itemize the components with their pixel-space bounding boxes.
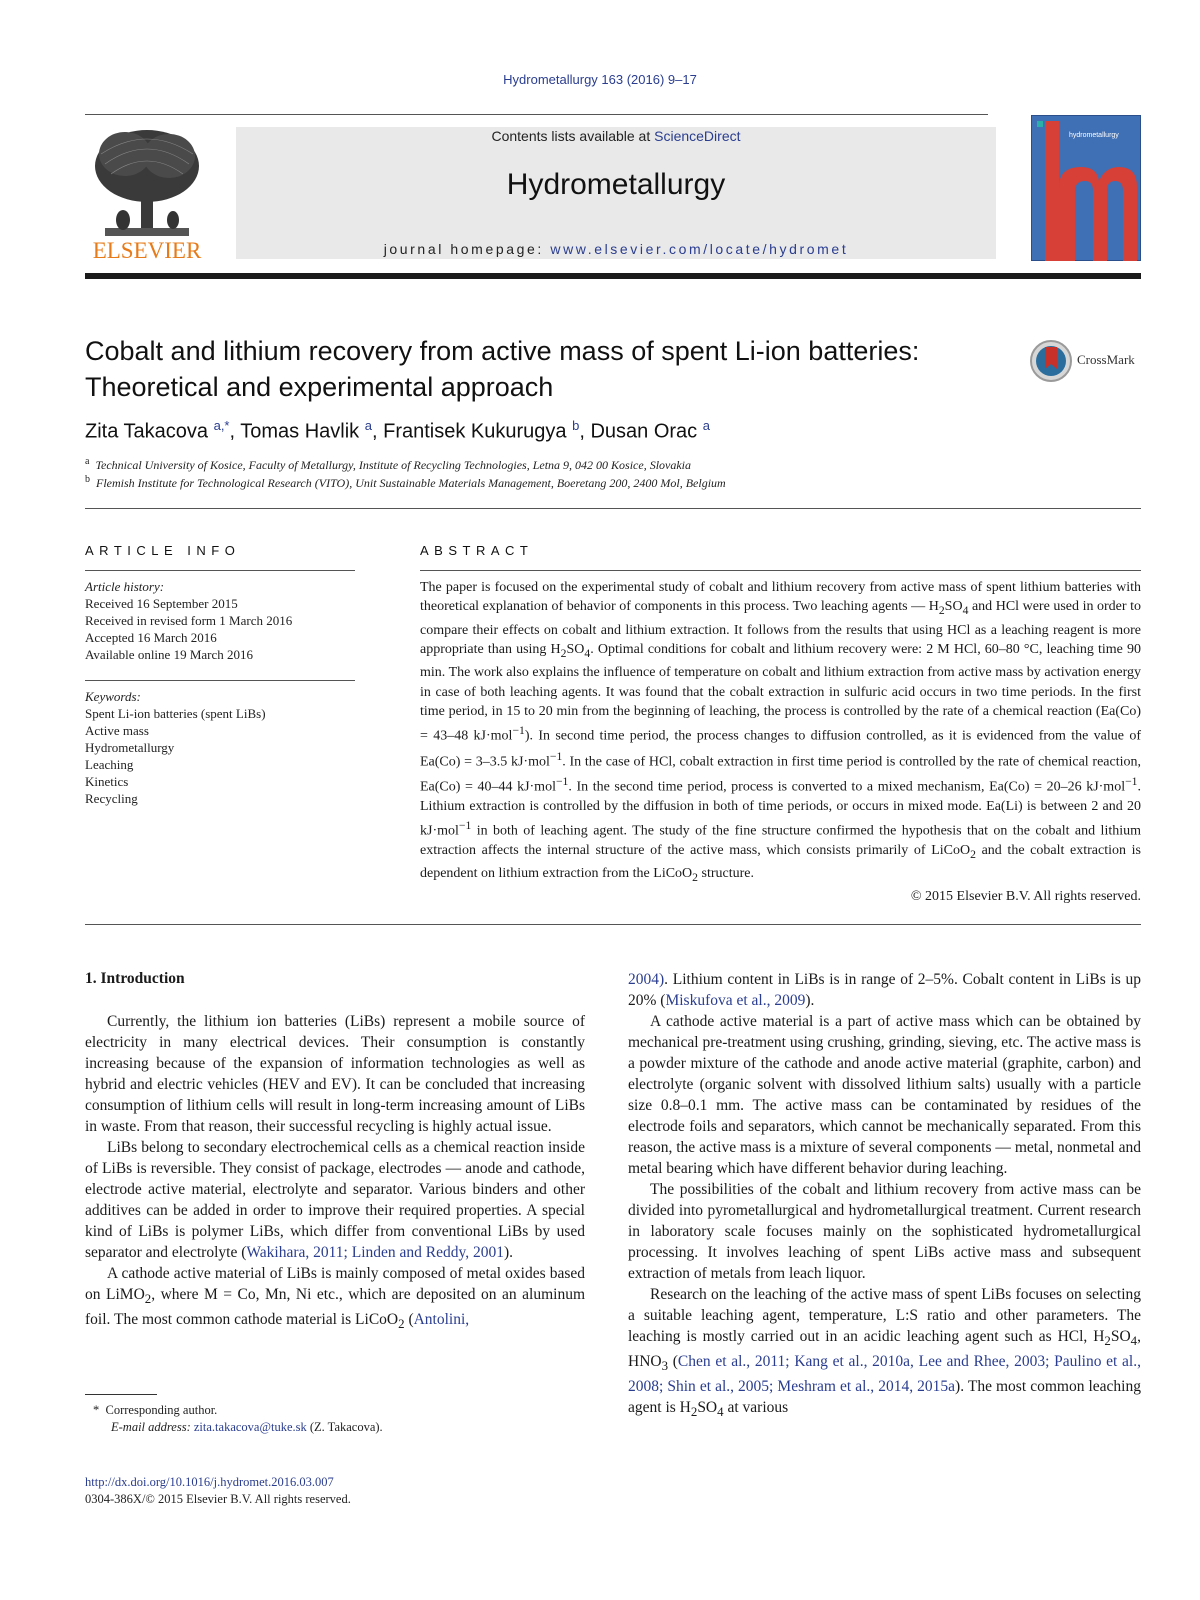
history-item: Available online 19 March 2016 <box>85 647 253 662</box>
crossmark-badge[interactable]: CrossMark <box>1030 339 1142 383</box>
journal-name: Hydrometallurgy <box>506 168 726 201</box>
paragraph: Research on the leaching of the active mass of spent LiBs focuses on selecting a suitable leaching agent, temperature, L:S ratio and other parameters. The leaching is mostly carried out in an acidic leaching agent such as HCl, $H_2SO_4$, $HNO_3$ (Chen et al., 2011; Kang et al., 2010a, Lee and Rhee, 2003; Paulino et al., 2008; Shin et al., 2005; Meshram et al., 2014, 2015a). The most common leaching agent is $H_2SO_4$ at various <box>628 1286 1141 1420</box>
paragraph: A cathode active material is a part of active mass which can be obtained by mechanical pre-treatment using crushing, grinding, sieving, etc. The active mass is a powder mixture of the cathode and anode active material (graphite, carbon) and electrolyte (organic solvent with dissolved lithium salts) usually with a particle size 0.8–0.1 mm. The active mass can be contaminated by residues of the electrode foils and separators, which cannot be mechanically separated. From this reason, the active mass is a mixture of several components — metal, nonmetal and metal bearing which have different behavior during leaching. <box>628 1013 1141 1177</box>
issn-line: 0304-386X/© 2015 Elsevier B.V. All rights reserved. <box>85 1492 351 1506</box>
body-left-column <box>85 1011 585 1334</box>
paragraph: The possibilities of the cobalt and lithium recovery from active mass can be divided into pyrometallurgical and hydrometallurgical treatment. Current research in laboratory scale focuses mainly on the sophisticated hydrometallurgical processing. It involves leaching of spent LiBs active mass and subsequent extraction of metals from leach liquor. <box>628 1181 1141 1282</box>
affiliation-a: $^a$ Technical University of Kosice, Faculty of Metallurgy, Institute of Recycling Technologies, Letna 9, 042 00 Kosice, Slovakia <box>85 456 692 472</box>
citation-link[interactable]: Miskufova et al., 2009 <box>665 992 806 1009</box>
history-item: Received 16 September 2015 <box>85 596 238 611</box>
body-right-column <box>628 969 1141 1422</box>
elsevier-wordmark: ELSEVIER <box>92 238 202 263</box>
paragraph: Currently, the lithium ion batteries (LiBs) represent a mobile source of electricity in many electrical devices. Their consumption is constantly increasing because of the expansion of information technologies as well as hybrid and electric vehicles (HEV and EV). It can be concluded that increasing consumption of lithium cells will result in long-term increasing amount of LiBs in waste. From that reason, their successful recycling is highly actual issue. <box>85 1013 585 1135</box>
keywords-rule <box>85 680 355 681</box>
keyword: Leaching <box>85 757 134 772</box>
article-title: Cobalt and lithium recovery from active mass of spent Li-ion batteries: Theoretical and experimental approach <box>85 336 920 402</box>
doi-block <box>85 1474 351 1508</box>
homepage-link[interactable]: www.elsevier.com/locate/hydromet <box>550 241 849 257</box>
author-name: Zita Takacova <box>85 420 209 443</box>
paragraph: A cathode active material of LiBs is mainly composed of metal oxides based on LiMO$_2$, where M = Co, Mn, Ni etc., which are deposited on an aluminum foil. The most common cathode material is LiCoO$_2$ (Antolini, <box>85 1265 586 1332</box>
author-affil-link[interactable]: a <box>364 418 372 433</box>
keyword: Active mass <box>85 723 149 738</box>
doi-link[interactable]: http://dx.doi.org/10.1016/j.hydromet.2016.03.007 <box>85 1475 334 1489</box>
footnote-mark: * <box>93 1403 100 1417</box>
article-info-heading: ARTICLE INFO <box>85 543 241 558</box>
keyword: Hydrometallurgy <box>85 740 175 755</box>
author-affil-link[interactable]: b <box>572 418 580 433</box>
corresponding-author-footnote: * Corresponding author. E-mail address: zita.takacova@tuke.sk (Z. Takacova). <box>93 1403 383 1434</box>
author-name: Frantisek Kukurugya <box>383 420 567 443</box>
history-item: Received in revised form 1 March 2016 <box>85 613 293 628</box>
citation-link[interactable]: Chen et al., 2011; Kang et al., 2010a, Lee and Rhee, 2003; Paulino et al., 2008; Shin et al., 2005; Meshram et al., 2014, 2015a <box>628 1353 1141 1396</box>
email-link[interactable]: zita.takacova@tuke.sk <box>193 1420 307 1434</box>
keywords-list: Keywords: Spent Li-ion batteries (spent LiBs) Active mass Hydrometallurgy Leaching Kinetics Recycling <box>85 688 355 807</box>
abstract-copyright: © 2015 Elsevier B.V. All rights reserved. <box>910 889 1141 904</box>
journal-cover-image[interactable] <box>1031 115 1141 261</box>
paragraph: LiBs belong to secondary electrochemical cells as a chemical reaction inside of LiBs is reversible. They consist of package, electrodes — anode and cathode, electrode active material, electrolyte and separator. Various binders and other additives can be added in order to improve their required properties. A special kind of LiBs is polymer LiBs, which differ from conventional LiBs by used separator and electrolyte (Wakihara, 2011; Linden and Reddy, 2001). <box>85 1139 585 1261</box>
header-rule <box>85 114 988 115</box>
abstract-heading: ABSTRACT <box>420 543 534 558</box>
author-name: Dusan Orac <box>590 420 698 443</box>
abstract-text: The paper is focused on the experimental study of cobalt and lithium recovery from active mass of spent lithium batteries with theoretical explanation of behavior of components in this process. Two leaching agents — $H_2SO_4$ and HCl were used in order to compare their effects on cobalt and lithium extraction. It follows from the results that using HCl as a leaching reagent is more appropriate than using $H_2SO_4$. Optimal conditions for cobalt and lithium recovery were: 2 M HCl, 60–80 °C, leaching time 90 min. The work also explains the influence of temperature on cobalt and lithium extraction from active mass by activation energy in case of both leaching agents. It was found that the cobalt extraction in sulfuric acid occurs in two time periods. In the first time period, in 15 to 20 min from the beginning of leaching, the process is controlled by the rate of a chemical reaction (Ea(Co) = 43–48 kJ·mol$^{-1}$). In second time period, the process changes to diffusion controlled, as it is evidenced from the value of Ea(Co) = 3–3.5 kJ·mol$^{-1}$. In the case of HCl, cobalt extraction in first time period is controlled by the rate of chemical reaction, Ea(Co) = 40–44 kJ·mol$^{-1}$. In the second time period, process is converted to a mixed mechanism, Ea(Co) = 20–26 kJ·mol$^{-1}$. Lithium extraction is controlled by the diffusion in both of time periods, or occurs in mixed mode. Ea(Li) is between 2 and 20 kJ·mol$^{-1}$ in both of leaching agent. The study of the fine structure confirmed the hypothesis that on the cobalt and lithium extraction affects the internal structure of the active mass, which consists primarily of LiCoO$_2$ and the cobalt extraction is dependent on lithium extraction from the LiCoO$_2$ structure. <box>420 580 1141 885</box>
author-affil-link[interactable]: a,* <box>213 418 230 433</box>
header-thick-rule <box>85 273 1141 279</box>
section-heading-introduction: 1. Introduction <box>85 970 185 987</box>
keyword: Recycling <box>85 791 138 806</box>
history-item: Accepted 16 March 2016 <box>85 630 217 645</box>
author-list: Zita Takacova $^{a,*}$, Tomas Havlik $^a$, Frantisek Kukurugya $^b$, Dusan Orac $^a$ <box>85 418 710 443</box>
article-history: Article history: Received 16 September 2015 Received in revised form 1 March 2016 Accepted 16 March 2016 Available online 19 March 2016 <box>85 578 355 663</box>
contents-line: Contents lists available at ScienceDirect <box>491 128 741 144</box>
author-name: Tomas Havlik <box>240 420 360 443</box>
affiliation-b: $^b$ Flemish Institute for Technological Research (VITO), Unit Sustainable Materials Management, Boeretang 200, 2400 Mol, Belgium <box>85 474 726 490</box>
elsevier-tree-logo[interactable] <box>85 124 209 264</box>
keyword: Spent Li-ion batteries (spent LiBs) <box>85 706 266 721</box>
footnote-rule <box>85 1394 157 1395</box>
keyword: Kinetics <box>85 774 129 789</box>
journal-citation[interactable]: Hydrometallurgy 163 (2016) 9–17 <box>503 72 697 87</box>
article-info-rule <box>85 570 355 571</box>
author-affil-link[interactable]: a <box>702 418 710 433</box>
crossmark-icon <box>1030 339 1072 383</box>
paragraph: 2004). Lithium content in LiBs is in range of 2–5%. Cobalt content in LiBs is up 20% (Miskufova et al., 2009). <box>628 971 1141 1009</box>
abstract-divider <box>85 924 1141 925</box>
citation-link[interactable]: 2004) <box>628 971 665 988</box>
journal-homepage: journal homepage: www.elsevier.com/locate/hydromet <box>383 241 849 257</box>
abstract-rule <box>420 570 1141 571</box>
sciencedirect-link[interactable]: ScienceDirect <box>654 128 741 144</box>
title-divider <box>85 508 1141 509</box>
cover-title: hydrometallurgy <box>1069 132 1119 139</box>
citation-link[interactable]: Antolini, <box>413 1311 470 1329</box>
citation-link[interactable]: Wakihara, 2011; Linden and Reddy, 2001 <box>246 1244 504 1261</box>
